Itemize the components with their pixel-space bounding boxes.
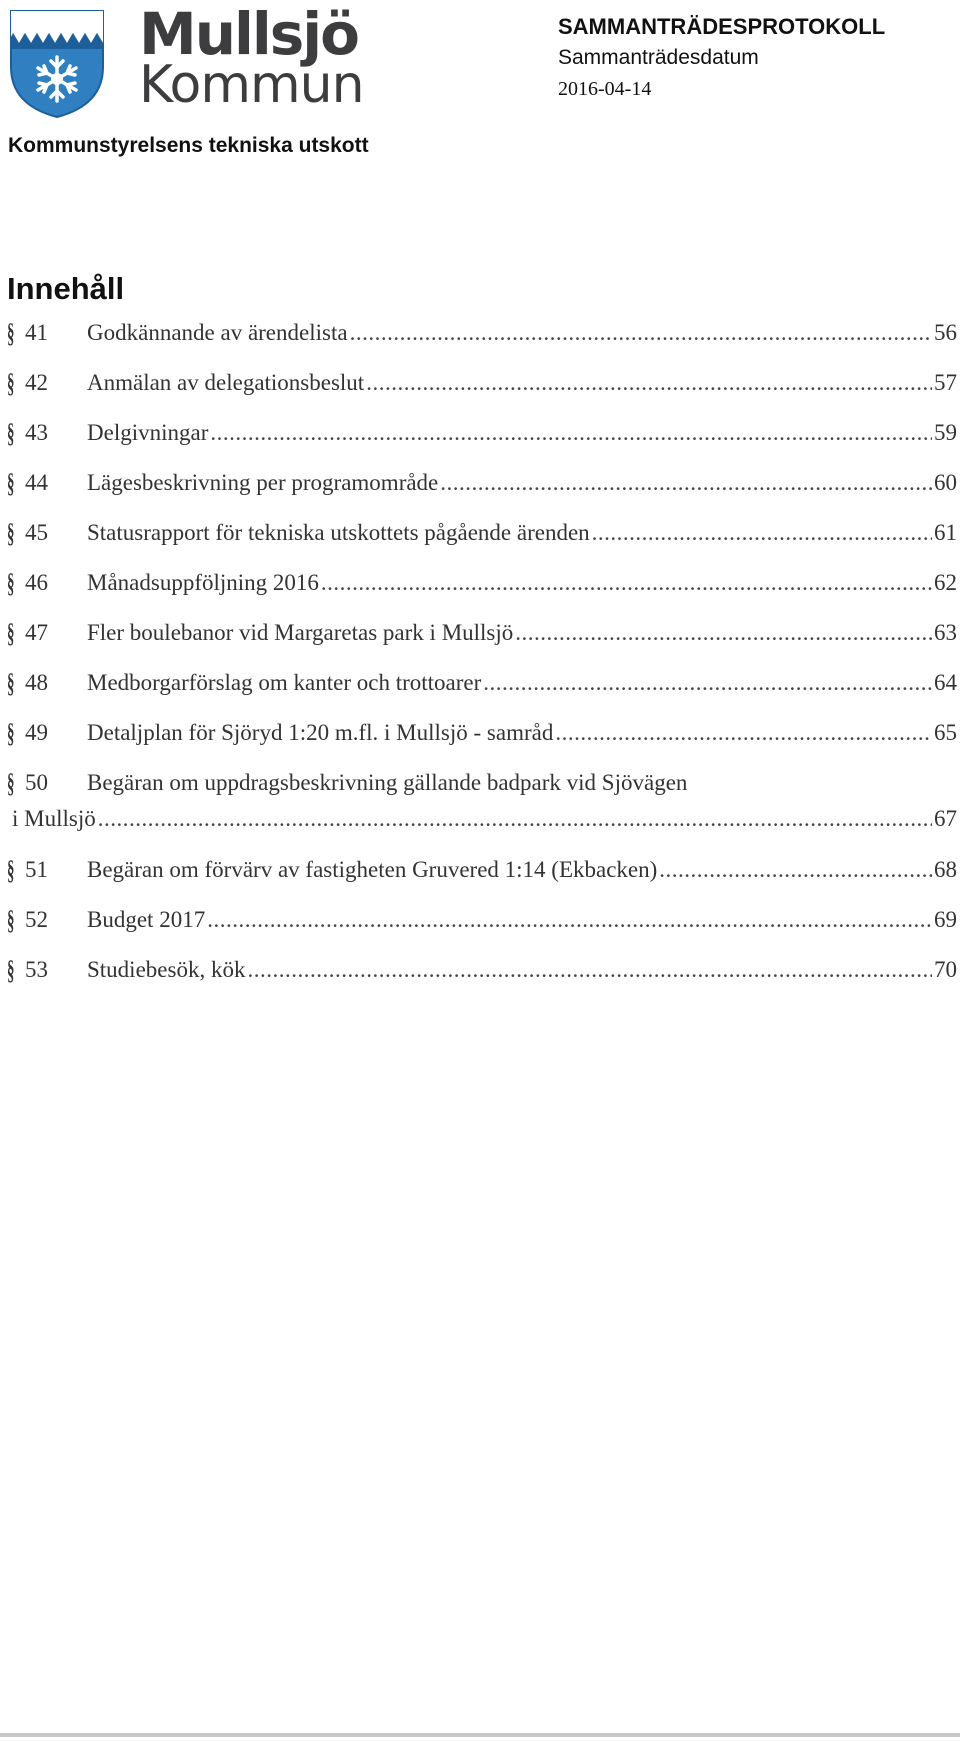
toc-entry-title: Budget 2017 — [87, 907, 206, 932]
toc-entry-title: Medborgarförslag om kanter och trottoarer — [87, 670, 482, 695]
toc-entry-number: 49 — [25, 720, 48, 745]
toc-entry[interactable] — [0, 313, 960, 363]
toc-entry-number: 41 — [25, 320, 48, 345]
snowflake-crest-icon — [9, 9, 105, 119]
toc-entry-title: Lägesbeskrivning per programområde — [87, 470, 439, 495]
toc-entry-page: 67 — [934, 806, 957, 831]
section-symbol: § — [7, 418, 15, 448]
toc-entry-number: 43 — [25, 420, 48, 445]
section-symbol: § — [7, 518, 15, 548]
toc-entry-page: 57 — [934, 370, 957, 395]
toc-entry[interactable] — [0, 613, 960, 663]
toc-entry[interactable] — [0, 363, 960, 413]
toc-entry-number: 47 — [25, 620, 48, 645]
dot-leader — [366, 369, 932, 397]
toc-entry-number: 48 — [25, 670, 48, 695]
dot-leader — [247, 956, 932, 984]
committee-name: Kommunstyrelsens tekniska utskott — [8, 134, 369, 157]
toc-entry-title: Delgivningar — [87, 420, 209, 445]
toc-entry[interactable] — [0, 513, 960, 563]
toc-entry[interactable] — [0, 463, 960, 513]
table-of-contents — [0, 313, 960, 1000]
section-symbol: § — [7, 368, 15, 398]
toc-entry-number: 42 — [25, 370, 48, 395]
toc-entry[interactable] — [0, 413, 960, 463]
toc-entry-title-continued: i Mullsjö — [12, 806, 96, 831]
toc-entry[interactable] — [0, 713, 960, 763]
toc-entry-page: 65 — [934, 720, 957, 745]
footer-divider — [0, 1733, 960, 1737]
logo-text-mullsjo: Mullsjö — [139, 0, 359, 68]
section-symbol: § — [7, 768, 15, 798]
toc-entry-number: 53 — [25, 957, 48, 982]
section-symbol: § — [7, 668, 15, 698]
toc-entry-page: 59 — [934, 420, 957, 445]
dot-leader — [592, 519, 932, 547]
dot-leader — [321, 569, 932, 597]
toc-entry-number: 46 — [25, 570, 48, 595]
toc-entry-title: Godkännande av ärendelista — [87, 320, 348, 345]
toc-entry-number: 52 — [25, 907, 48, 932]
toc-entry-number: 44 — [25, 470, 48, 495]
toc-entry-title: Anmälan av delegationsbeslut — [87, 370, 365, 395]
toc-entry-page: 68 — [934, 857, 957, 882]
toc-entry-number: 51 — [25, 857, 48, 882]
toc-entry-page: 56 — [934, 320, 957, 345]
toc-entry-page: 61 — [934, 520, 957, 545]
municipality-logo — [9, 0, 364, 121]
toc-entry[interactable] — [0, 950, 960, 1000]
toc-entry[interactable] — [0, 663, 960, 713]
toc-entry-title: Månadsuppföljning 2016 — [87, 570, 319, 595]
dot-leader — [659, 856, 932, 884]
toc-entry-page: 60 — [934, 470, 957, 495]
toc-entry-title: Detaljplan för Sjöryd 1:20 m.fl. i Mullsjö - samråd — [87, 720, 554, 745]
toc-entry-number: 45 — [25, 520, 48, 545]
dot-leader — [483, 669, 932, 697]
toc-entry-page: 64 — [934, 670, 957, 695]
document-header — [558, 14, 948, 102]
toc-entry[interactable] — [0, 850, 960, 900]
toc-entry-page: 62 — [934, 570, 957, 595]
toc-entry-page: 63 — [934, 620, 957, 645]
dot-leader — [98, 805, 932, 833]
dot-leader — [207, 906, 932, 934]
dot-leader — [350, 319, 932, 347]
toc-entry-title: Studiebesök, kök — [87, 957, 246, 982]
dot-leader — [555, 719, 932, 747]
date-label: Sammanträdesdatum — [558, 46, 759, 69]
toc-entry[interactable] — [0, 563, 960, 613]
dot-leader — [210, 419, 932, 447]
section-symbol: § — [7, 318, 15, 348]
document-type: SAMMANTRÄDESPROTOKOLL — [558, 14, 886, 39]
toc-entry-title: Begäran om förvärv av fastigheten Gruvered 1:14 (Ekbacken) — [87, 857, 658, 882]
section-symbol: § — [7, 955, 15, 985]
toc-entry[interactable] — [0, 763, 960, 850]
toc-entry-page: 69 — [934, 907, 957, 932]
section-symbol: § — [7, 618, 15, 648]
toc-entry-title: Begäran om uppdragsbeskrivning gällande badpark vid Sjövägen — [87, 770, 688, 795]
toc-entry-number: 50 — [25, 770, 48, 795]
toc-entry-title: Fler boulebanor vid Margaretas park i Mullsjö — [87, 620, 514, 645]
meeting-date: 2016-04-14 — [558, 78, 652, 100]
toc-entry-page: 70 — [934, 957, 957, 982]
section-symbol: § — [7, 468, 15, 498]
toc-entry-title: Statusrapport för tekniska utskottets pågående ärenden — [87, 520, 590, 545]
section-symbol: § — [7, 718, 15, 748]
logo-text-kommun: Kommun — [139, 55, 364, 115]
dot-leader — [515, 619, 932, 647]
section-symbol: § — [7, 568, 15, 598]
toc-heading: Innehåll — [7, 271, 125, 306]
dot-leader — [440, 469, 932, 497]
section-symbol: § — [7, 855, 15, 885]
section-symbol: § — [7, 905, 15, 935]
toc-entry[interactable] — [0, 900, 960, 950]
